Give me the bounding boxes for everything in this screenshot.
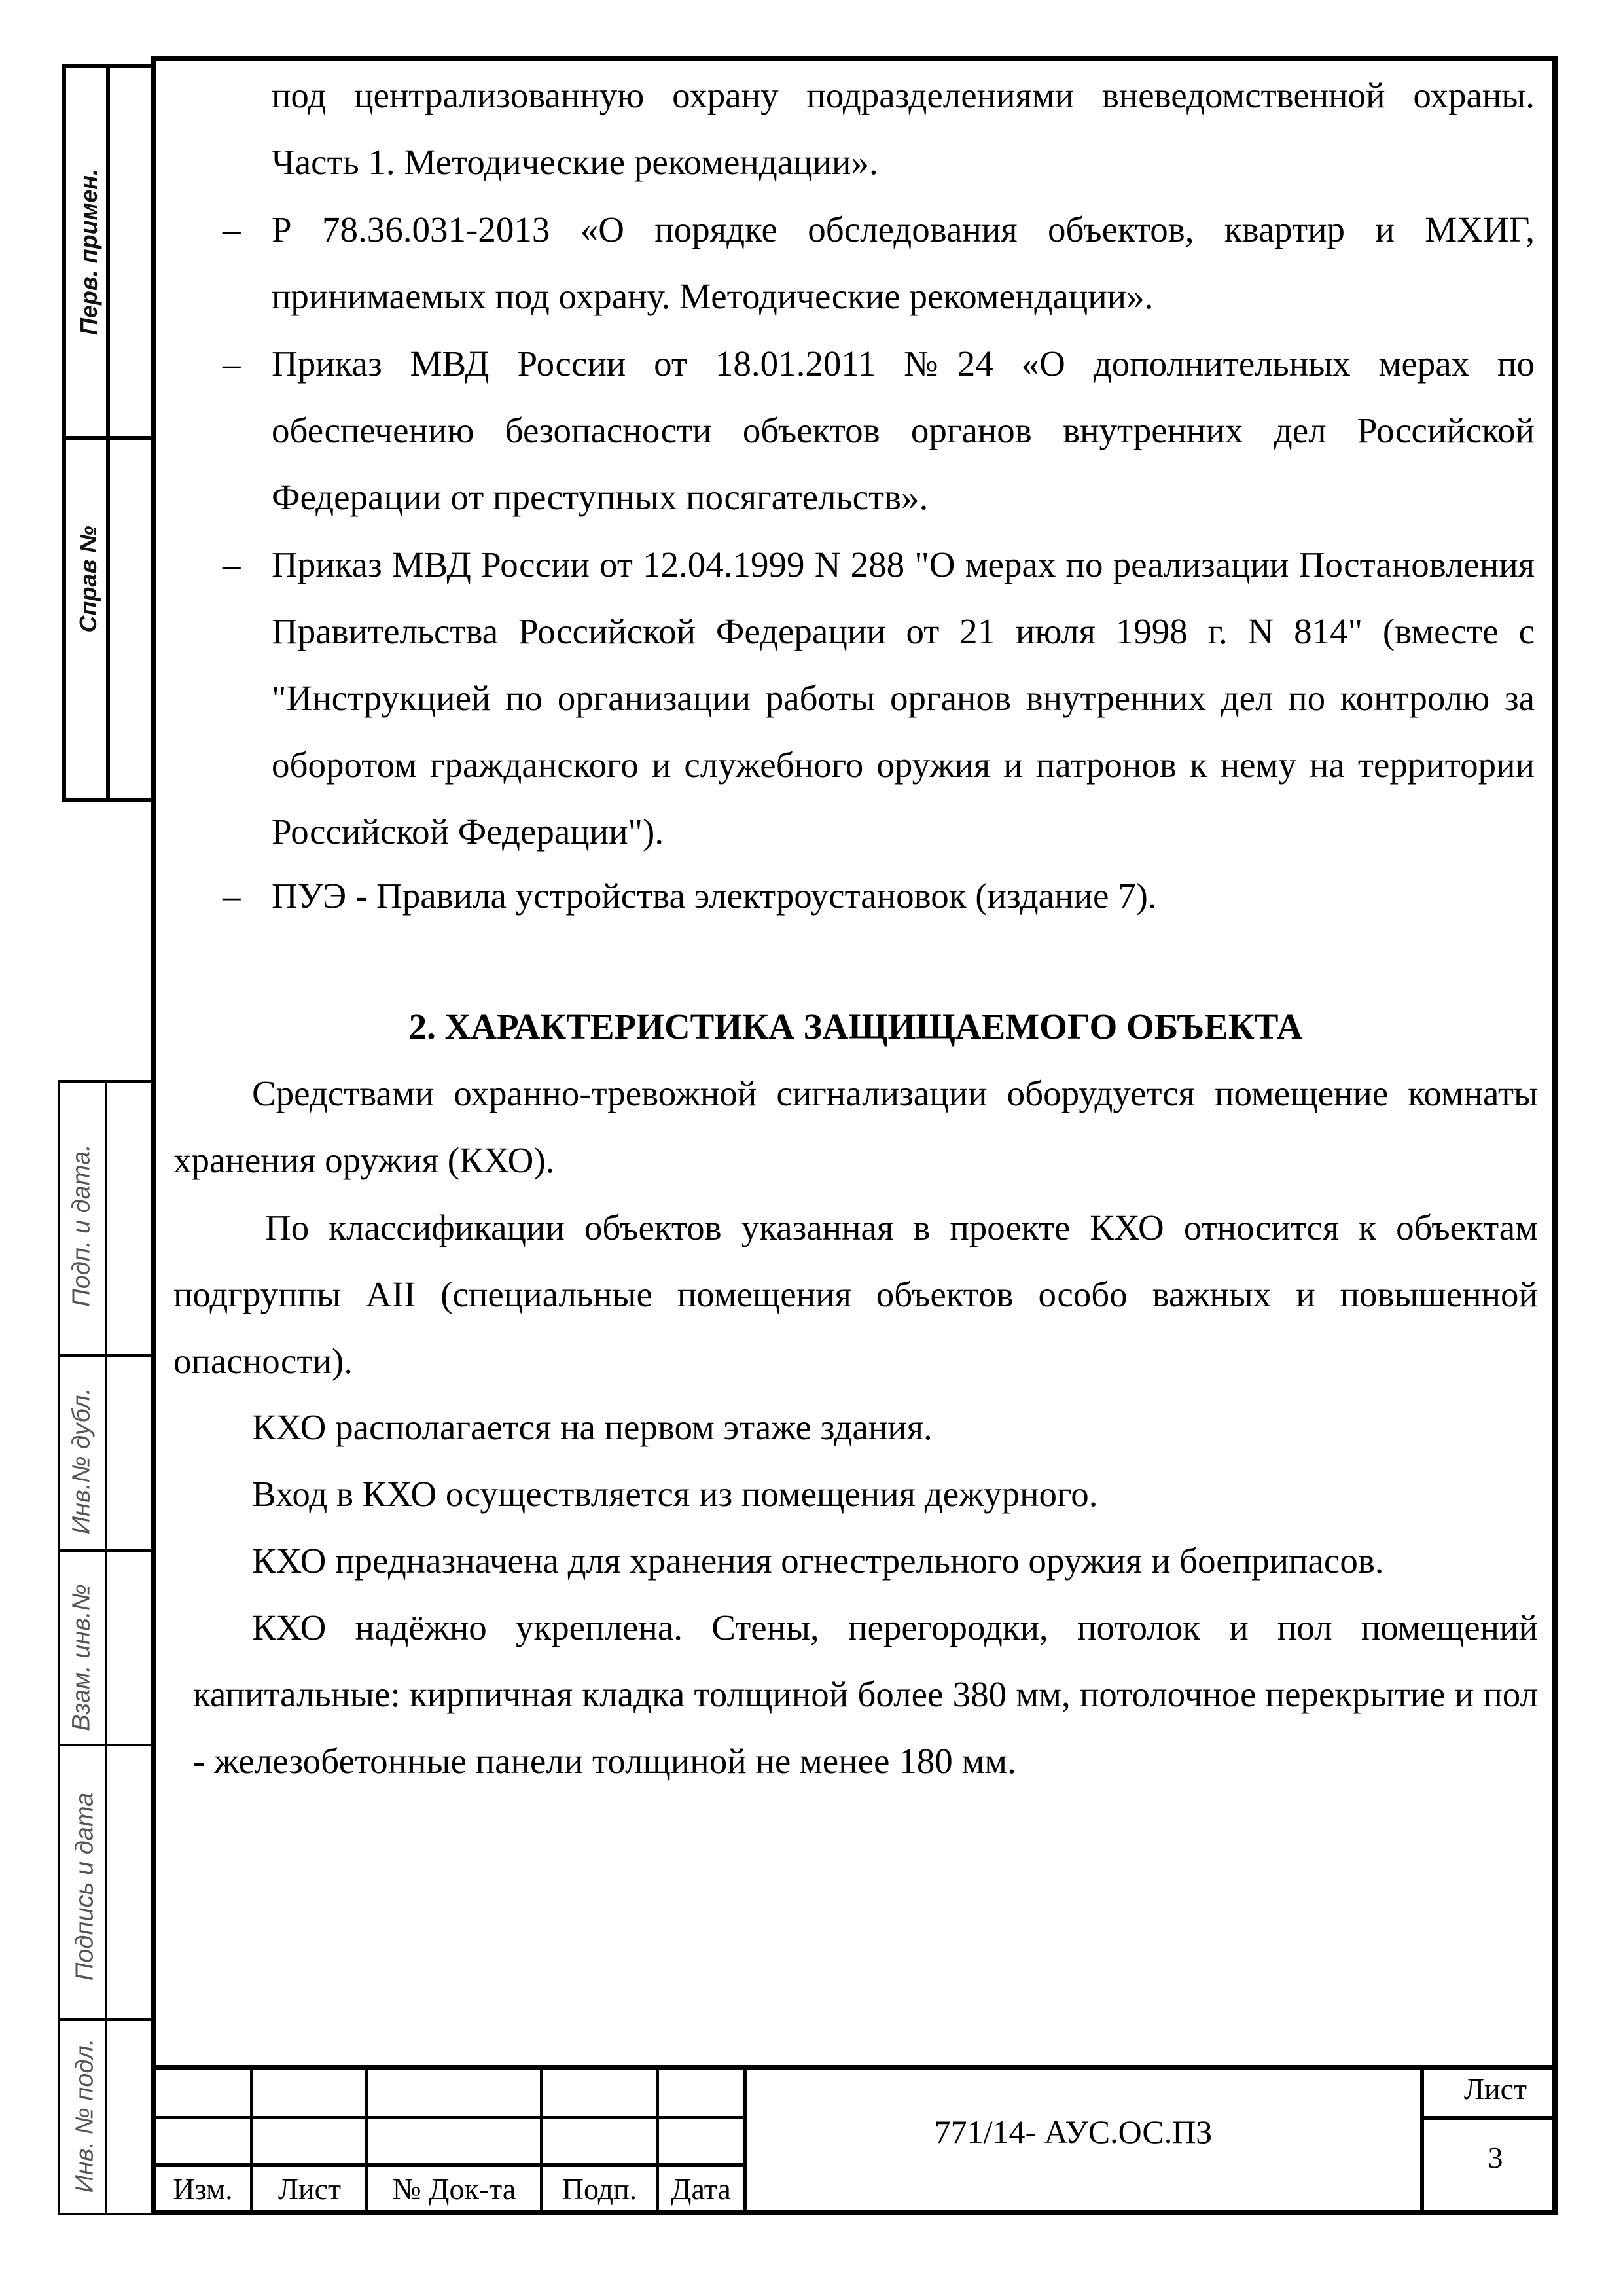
paragraph: Средствами охранно-тревожной сигнализации оборудуется помещение комнаты хранения оружия (КХО). (173, 1073, 1538, 1180)
perv-primen-label: Перв. примен. (75, 168, 102, 336)
divider (105, 1083, 107, 2213)
list-item-text: Р 78.36.031-2013 «О порядке обследования объектов, квартир и МХИГ, принимаемых под охрану. Методические рекомендации». (272, 209, 1535, 316)
document-code: 771/14- АУС.ОС.ПЗ (934, 2113, 1213, 2150)
divider (1420, 2116, 1558, 2120)
divider (66, 436, 152, 440)
vzam-inv-label: Взам. инв.№ (67, 1584, 96, 1731)
inv-dubl-label: Инв.№ дубл. (67, 1388, 96, 1535)
list-dash: – (223, 545, 241, 584)
sheet-label: Лист (1463, 2072, 1527, 2106)
paragraph: По классификации объектов указанная в проекте КХО относится к объектам подгруппы АII (специальные помещения объектов особо важных и повышенной опасности). (173, 1208, 1538, 1381)
list-item-text: Приказ МВД России от 18.01.2011 №24 «О дополнительных мерах по обеспечению безопасности объектов органов внутренних дел Российской Федерации от преступных посягательств». (272, 344, 1535, 517)
list-item-text: Приказ МВД России от 12.04.1999 N 288 "О мерах по реализации Постановления Правительства Российской Федерации от 21 июля 1998 г. N 814" (вместе с "Инструкцией по организации работы органов внутренних дел по контролю за оборотом гражданского и служебного оружия и патронов к нему на территории Российской Федерации"). (272, 545, 1535, 852)
inv-podl-label: Инв. № подл. (71, 2038, 99, 2193)
list-item-text: под централизованную охрану подразделениями вневедомственной охраны. Часть 1. Методические рекомендации». (272, 75, 1535, 182)
list-col-label: Лист (277, 2172, 342, 2206)
divider (151, 2065, 1558, 2070)
date-label: Дата (671, 2172, 731, 2206)
divider (106, 68, 110, 798)
paragraph: КХО надёжно укреплена. Стены, перегородки, потолок и пол помещений капитальные: кирпичная кладка толщиной более 380 мм, потолочное перекрытие и пол - железобетонные панели толщиной не менее 180 мм. (193, 1607, 1538, 1781)
doc-number-label: № Док-та (392, 2172, 516, 2206)
sheet-number: 3 (1488, 2141, 1503, 2174)
podpis-data-label: Подпись и дата (71, 1792, 99, 1981)
list-dash: – (223, 876, 241, 916)
divider (743, 2065, 747, 2215)
divider (1420, 2065, 1424, 2215)
izm-label: Изм. (173, 2172, 233, 2206)
paragraph: КХО предназначена для хранения огнестрельного оружия и боеприпасов. (252, 1541, 1384, 1581)
paragraph: Вход в КХО осуществляется из помещения дежурного. (252, 1474, 1098, 1514)
sprav-no-label: Справ № (75, 526, 101, 633)
list-dash: – (223, 344, 241, 384)
list-dash: – (223, 209, 241, 249)
divider (60, 1354, 153, 1357)
signature-label: Подп. (562, 2172, 637, 2206)
paragraph: КХО располагается на первом этаже здания. (252, 1407, 933, 1447)
section-heading: 2. ХАРАКТЕРИСТИКА ЗАЩИЩАЕМОГО ОБЪЕКТА (408, 1007, 1303, 1047)
podp-data-label: Подп. и дата. (67, 1144, 96, 1307)
list-item-text: ПУЭ - Правила устройства электроустановок (издание 7). (272, 876, 1157, 916)
